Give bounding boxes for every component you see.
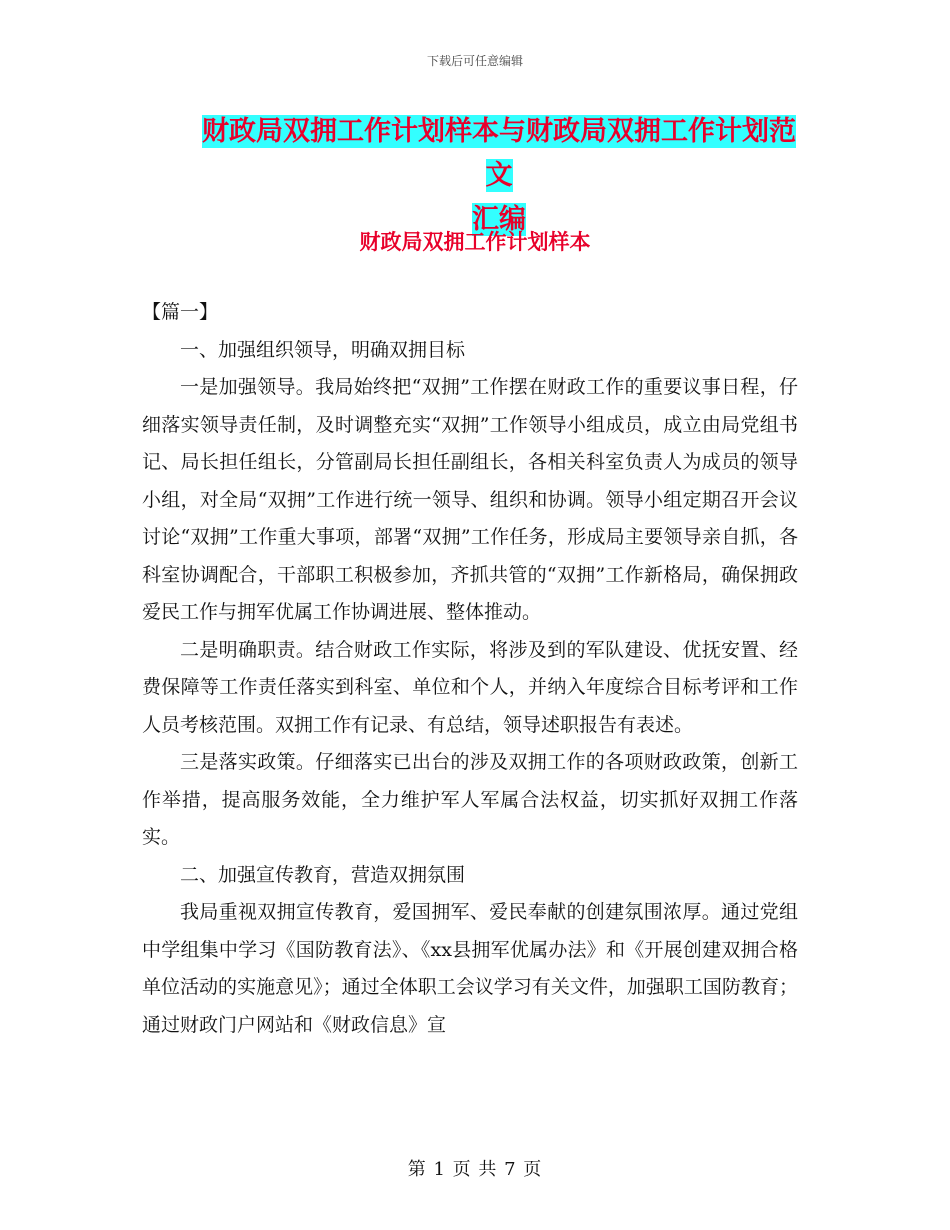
paragraph-responsibility: 二是明确职责。结合财政工作实际，将涉及到的军队建设、优抚安置、经费保障等工作责任落实到科室、单位和个人，并纳入年度综合目标考评和工作人员考核范围。双拥工作有记录、有总结，领导述职报告有表述。 xyxy=(142,638,798,736)
document-title xyxy=(193,110,805,242)
section-title: 财政局双拥工作计划样本 xyxy=(359,230,591,254)
page-footer: 第 1 页 共 7 页 xyxy=(407,1159,543,1180)
document-body xyxy=(142,294,798,1044)
section-heading-2: 二、加强宣传教育，营造双拥氛围 xyxy=(180,863,466,886)
paragraph-policy: 三是落实政策。仔细落实已出台的涉及双拥工作的各项财政政策，创新工作举措，提高服务效能，全力维护军人军属合法权益，切实抓好双拥工作落实。 xyxy=(142,751,798,848)
paragraph-leadership: 一是加强领导。我局始终把“双拥”工作摆在财政工作的重要议事日程，仔细落实领导责任制，及时调整充实“双拥”工作领导小组成员，成立由局党组书记、局长担任组长，分管副局长担任副组长，各相关科室负责人为成员的领导小组，对全局“双拥”工作进行统一领导、组织和协调。领导小组定期召开会议讨论“双拥”工作重大事项，部署“双拥”工作任务，形成局主要领导亲自抓，各科室协调配合，干部职工积极参加，齐抓共管的“双拥”工作新格局，确保拥政爱民工作与拥军优属工作协调进展、整体推动。 xyxy=(142,376,798,623)
header-note: 下载后可任意编辑 xyxy=(426,54,523,68)
part-label: 【篇一】 xyxy=(142,301,219,323)
title-line-2: 汇编 xyxy=(472,204,526,235)
paragraph-education: 我局重视双拥宣传教育，爱国拥军、爱民奉献的创建氛围浓厚。通过党组中学组集中学习《国防教育法》、《xx县拥军优属办法》和《开展创建双拥合格单位活动的实施意见》；通过全体职工会议学习有关文件，加强职工国防教育；通过财政门户网站和《财政信息》宣 xyxy=(142,901,798,1036)
section-heading-1: 一、加强组织领导，明确双拥目标 xyxy=(180,338,466,361)
title-line-1: 财政局双拥工作计划样本与财政局双拥工作计划范文 xyxy=(202,116,796,191)
